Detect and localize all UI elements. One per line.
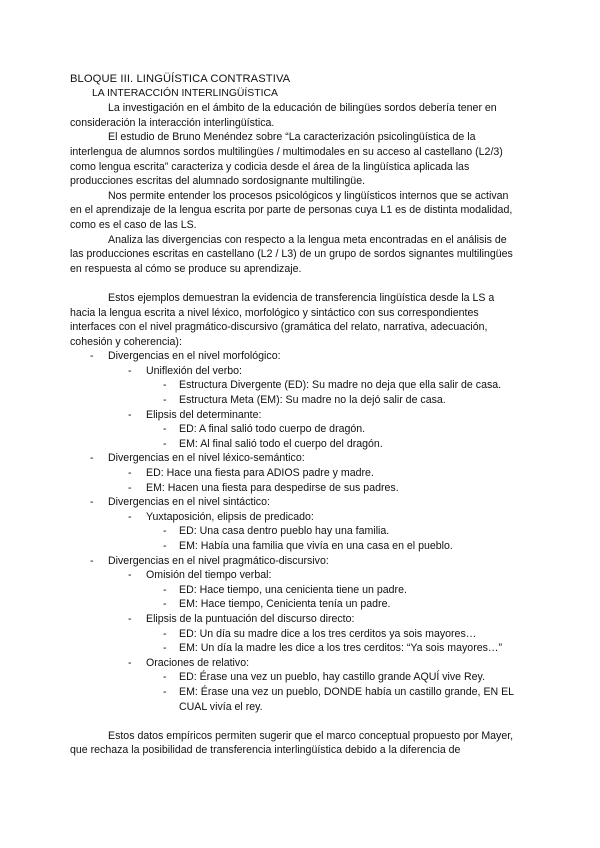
- intro-paragraph: Analiza las divergencias con respecto a la lengua meta encontradas en el análisis de las producciones escritas en castellano (L2 / L3) de un grupo de sordos signantes multilingües en respuesta al cómo se produce su aprendizaje.: [70, 233, 513, 275]
- dash-marker: -: [163, 437, 167, 450]
- divergence-list: [70, 349, 522, 714]
- list-item-text: EM: Al final salió todo el cuerpo del dragón.: [179, 437, 383, 450]
- list-item-text: ED: Érase una vez un pueblo, hay castillo grande AQUÍ vive Rey.: [179, 671, 486, 684]
- list-item: [70, 670, 522, 685]
- list-item: [70, 568, 522, 583]
- list-item: [70, 451, 522, 466]
- dash-marker: -: [163, 379, 167, 392]
- section-subheading: LA INTERACCIÓN INTERLINGÜÍSTICA: [92, 87, 278, 99]
- dash-marker: -: [163, 525, 167, 538]
- document-page: [70, 72, 522, 758]
- dash-marker: -: [90, 350, 94, 363]
- list-item-text: Divergencias en el nivel léxico-semántico:: [108, 452, 305, 465]
- list-item: [70, 466, 522, 481]
- list-item: [70, 539, 522, 554]
- list-item: [70, 554, 522, 569]
- list-item: [70, 408, 522, 423]
- list-item-text: EM: Había una familia que vivía en una casa en el pueblo.: [179, 540, 453, 552]
- list-item-text: Estructura Divergente (ED): Su madre no deja que ella salir de casa.: [179, 379, 502, 392]
- list-item-text: Yuxtaposición, elipsis de predicado:: [146, 510, 314, 523]
- list-item-text: ED: Hace tiempo, una cenicienta tiene un padre.: [179, 583, 407, 596]
- intro-paragraph: Nos permite entender los procesos psicológicos y lingüísticos internos que se activan en el aprendizaje de la lengua escrita por parte de personas cuya L1 es de distinta modalidad, como es el caso de las LS.: [70, 189, 513, 231]
- dash-marker: -: [128, 408, 132, 421]
- paragraph-spacer: [70, 276, 522, 291]
- list-item: [70, 597, 522, 612]
- list-item: [70, 378, 522, 393]
- dash-marker: -: [163, 671, 167, 684]
- dash-marker: -: [90, 554, 94, 567]
- list-item-text: EM: Hace tiempo, Cenicienta tenía un padre.: [179, 598, 391, 611]
- intro-paragraph: El estudio de Bruno Menéndez sobre “La caracterización psicolingüística de la interlengua de alumnos sordos multilingües / multimodales en su acceso al castellano (L2/3) como lengua escrita” caracteriza y codicia desde el área de la lingüística aplicada las producciones escritas del alumnado sordosignante multilingüe.: [70, 131, 503, 188]
- list-item: [70, 524, 522, 539]
- list-item-text: ED: Un día su madre dice a los tres cerditos ya sois mayores…: [179, 627, 477, 640]
- dash-marker: -: [90, 452, 94, 465]
- dash-marker: -: [163, 423, 167, 436]
- list-item-text: EM: Érase una vez un pueblo, DONDE había un castillo grande, EN EL CUAL vivía el rey.: [179, 685, 514, 713]
- list-item: [70, 510, 522, 525]
- list-item: [70, 495, 522, 510]
- list-item: [70, 583, 522, 598]
- list-item-text: Elipsis de la puntuación del discurso directo:: [146, 612, 355, 625]
- dash-marker: -: [90, 496, 94, 509]
- dash-marker: -: [128, 510, 132, 523]
- list-item-text: Divergencias en el nivel sintáctico:: [108, 496, 270, 509]
- closing-paragraph: Estos datos empíricos permiten sugerir que el marco conceptual propuesto por Mayer, que rechaza la posibilidad de transferencia interlingüística debido a la diferencia de: [70, 729, 514, 757]
- dash-marker: -: [128, 481, 132, 494]
- list-item-text: Estructura Meta (EM): Su madre no la dejó salir de casa.: [179, 394, 446, 407]
- list-item-text: EM: Un día la madre les dice a los tres cerditos: “Ya sois mayores…”: [179, 642, 503, 655]
- list-item-text: Oraciones de relativo:: [146, 656, 250, 669]
- list-item: [70, 685, 522, 714]
- list-item: [70, 349, 522, 364]
- dash-marker: -: [163, 394, 167, 407]
- dash-marker: -: [163, 685, 167, 698]
- dash-marker: -: [163, 540, 167, 552]
- dash-marker: -: [128, 656, 132, 669]
- dash-marker: -: [128, 612, 132, 625]
- list-item-text: Divergencias en el nivel morfológico:: [108, 350, 281, 363]
- dash-marker: -: [163, 642, 167, 655]
- list-item: [70, 641, 522, 656]
- paragraph-spacer: [70, 714, 522, 729]
- list-item-text: Uniflexión del verbo:: [146, 364, 242, 377]
- dash-marker: -: [128, 569, 132, 582]
- list-item-text: EM: Hacen una fiesta para despedirse de sus padres.: [146, 481, 399, 494]
- dash-marker: -: [163, 598, 167, 611]
- list-item: [70, 627, 522, 642]
- dash-marker: -: [163, 627, 167, 640]
- list-item-text: Omisión del tiempo verbal:: [146, 569, 272, 582]
- list-item-text: ED: Hace una fiesta para ADIOS padre y madre.: [146, 467, 374, 480]
- examples-paragraph: Estos ejemplos demuestran la evidencia de transferencia lingüística desde la LS a hacia la lengua escrita a nivel léxico, morfológico y sintáctico con sus correspondientes interfaces con el nivel pragmático-discursivo (gramática del relato, narrativa, adecuación, cohesión y coherencia):: [70, 291, 495, 348]
- list-item: [70, 364, 522, 379]
- intro-paragraph: La investigación en el ámbito de la educación de bilingües sordos debería tener en consideración la interacción interlingüística.: [70, 102, 497, 129]
- dash-marker: -: [128, 467, 132, 480]
- list-item: [70, 481, 522, 496]
- section-heading: BLOQUE III. LINGÜÍSTICA CONTRASTIVA: [70, 73, 291, 85]
- list-item: [70, 393, 522, 408]
- list-item: [70, 422, 522, 437]
- list-item: [70, 612, 522, 627]
- dash-marker: -: [163, 583, 167, 596]
- list-item: [70, 437, 522, 452]
- list-item-text: Elipsis del determinante:: [146, 408, 262, 421]
- list-item-text: ED: A final salió todo cuerpo de dragón.: [179, 423, 366, 436]
- list-item-text: Divergencias en el nivel pragmático-discursivo:: [108, 554, 329, 567]
- list-item-text: ED: Una casa dentro pueblo hay una familia.: [179, 525, 390, 538]
- list-item: [70, 656, 522, 671]
- dash-marker: -: [128, 364, 132, 377]
